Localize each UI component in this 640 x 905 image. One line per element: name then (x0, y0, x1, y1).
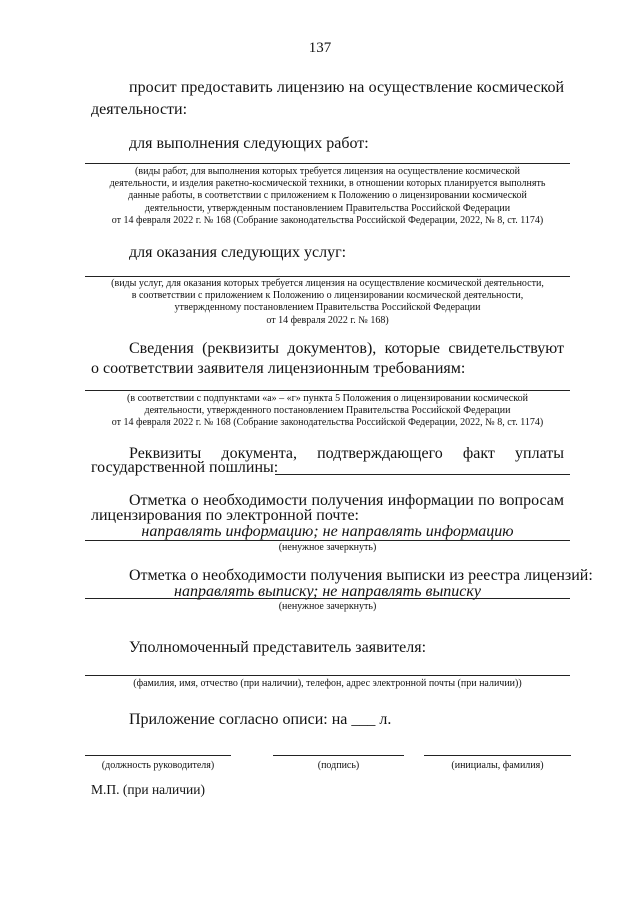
page-number: 137 (308, 40, 332, 56)
position-input-line[interactable] (85, 755, 231, 756)
email-info-line-2: лицензирования по электронной почте: (91, 507, 359, 524)
name-caption: (инициалы, фамилия) (451, 760, 544, 771)
extract-note: (ненужное зачеркнуть) (278, 601, 377, 612)
extract-options[interactable]: направлять выписку; не направлять выписку (174, 583, 481, 600)
info-line-2: о соответствии заявителя лицензионным требованиям: (91, 360, 466, 377)
email-info-options[interactable]: направлять информацию; не направлять информацию (141, 523, 514, 540)
intro-line-1: просит предоставить лицензию на осуществление космической (129, 79, 564, 96)
info-input-line[interactable] (85, 390, 570, 391)
appendix-text: Приложение согласно описи: на ___ л. (129, 711, 392, 728)
intro-line-2: деятельности: (91, 101, 188, 118)
representative-note: (фамилия, имя, отчество (при наличии), телефон, адрес электронной почты (при наличии)) (133, 678, 522, 689)
name-input-line[interactable] (424, 755, 571, 756)
signature-input-line[interactable] (273, 755, 404, 756)
info-line-1: Сведения (реквизиты документов), которые свидетельствуют (129, 340, 564, 357)
stamp-label: М.П. (при наличии) (91, 782, 205, 797)
signature-caption: (подпись) (317, 760, 360, 771)
works-input-line[interactable] (85, 163, 570, 164)
representative-label: Уполномоченный представитель заявителя: (129, 639, 427, 656)
fee-input-line[interactable] (275, 474, 570, 475)
representative-input-line[interactable] (85, 675, 570, 676)
services-input-line[interactable] (85, 276, 570, 277)
works-heading: для выполнения следующих работ: (129, 135, 369, 152)
extract-line (85, 598, 570, 599)
email-info-line-1: Отметка о необходимости получения информации по вопросам (129, 492, 564, 509)
extract-line-1: Отметка о необходимости получения выписки из реестра лицензий: (129, 567, 593, 584)
info-note: (в соответствии с подпунктами «а» – «г» пункта 5 Положения о лицензировании космической деятельности, утвержденного постановлением Правительства Российской Федерации от 14 февраля 2022 г. № 168 (Собрание законодательства Российской Федерации, 2022, № 8, ст. 1174) (111, 393, 544, 429)
fee-line-2: государственной пошлины: (91, 459, 279, 476)
fee-line-1: Реквизиты документа, подтверждающего факт уплаты (129, 445, 564, 462)
services-note: (виды услуг, для оказания которых требуется лицензия на осуществление космической деятельности, в соответствии с приложением к Положению о лицензировании космической деятельности, утвержденному постановлением Правительства Российской Федерации от 14 февраля 2022 г. № 168) (111, 278, 544, 326)
email-info-note: (ненужное зачеркнуть) (278, 542, 377, 553)
services-heading: для оказания следующих услуг: (129, 244, 347, 261)
position-caption: (должность руководителя) (101, 760, 215, 771)
works-note: (виды работ, для выполнения которых требуется лицензия на осуществление космической деятельности, и изделия ракетно-космической техники, в отношении которых планируется выполнять данные работы, в соответствии с приложением к Положению о лицензировании космической деятельности, утвержденным постановлением Правительства Российской Федерации от 14 февраля 2022 г. № 168 (Собрание законодательства Российской Федерации, 2022, № 8, ст. 1174) (109, 166, 546, 226)
email-info-line (85, 540, 570, 541)
